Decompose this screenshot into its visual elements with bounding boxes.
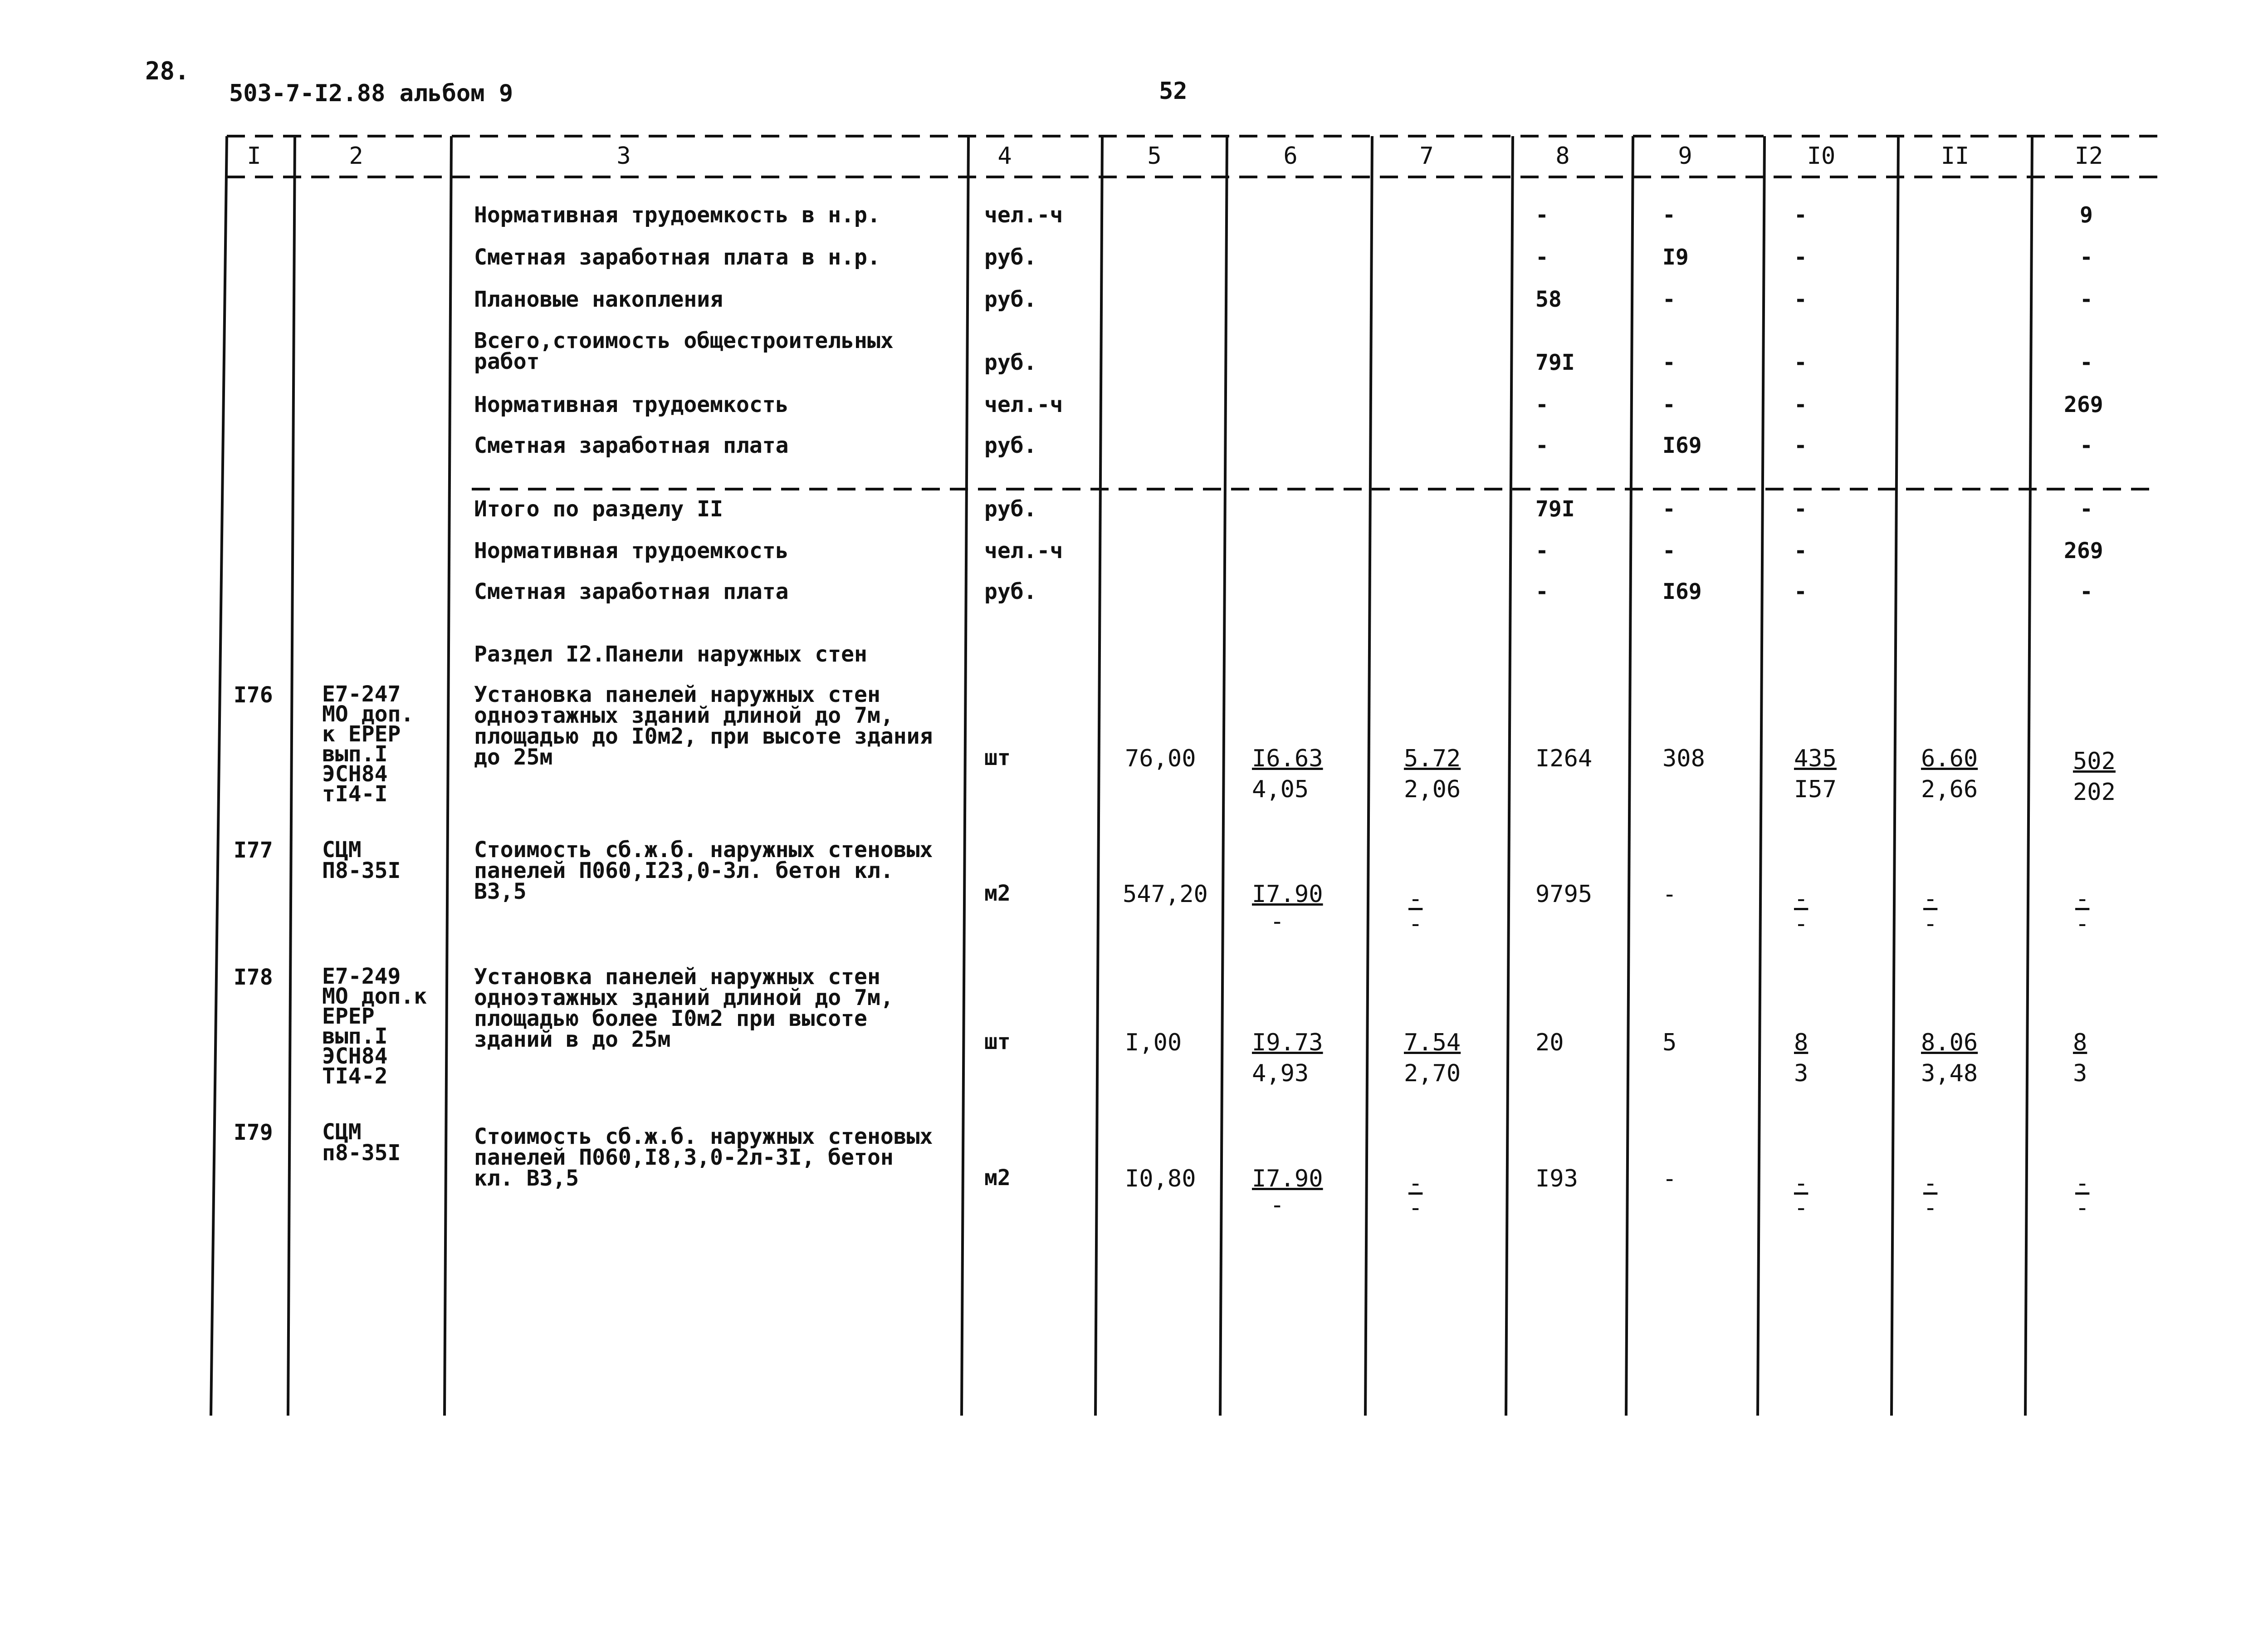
summary-row-c12: -: [2080, 287, 2093, 312]
col-line-7: [1506, 136, 1513, 1416]
item-unit: м2: [984, 1165, 1011, 1191]
summary-row-name: Нормативная трудоемкость: [474, 538, 789, 564]
item-c10-bottom: -: [1794, 910, 1809, 937]
summary-row-c8: -: [1535, 245, 1549, 270]
item-c7-top: 5.72: [1404, 745, 1461, 772]
summary-row-c9: I69: [1662, 579, 1702, 604]
summary-row-c8: -: [1535, 433, 1549, 458]
item-c6-bottom: 4,93: [1252, 1060, 1309, 1087]
item-unit: м2: [984, 881, 1011, 906]
item-c8: 20: [1535, 1029, 1564, 1056]
col-header-11: II: [1941, 142, 1970, 170]
summary-row-c8: 79I: [1535, 350, 1575, 375]
col-header-7: 7: [1419, 142, 1434, 170]
item-quantity: I0,80: [1125, 1165, 1196, 1192]
col-line-0: [211, 136, 227, 1416]
summary-row-name: Всего,стоимость общестроительных работ: [474, 328, 894, 374]
summary-row-c8: -: [1535, 538, 1549, 564]
item-c10-bottom: 3: [1794, 1060, 1809, 1087]
summary-row-c8: -: [1535, 392, 1549, 417]
item-c11-top: 8.06: [1921, 1029, 1978, 1056]
summary-row-c8: -: [1535, 202, 1549, 228]
item-c7-bottom: -: [1408, 910, 1423, 937]
item-c12-top: -: [2075, 1170, 2090, 1197]
summary-row-c12: 9: [2080, 202, 2093, 228]
item-unit: шт: [984, 1029, 1011, 1054]
col-header-4: 4: [997, 142, 1012, 170]
summary-row-c12: -: [2080, 245, 2093, 270]
item-c6-top: I7.90: [1252, 1165, 1323, 1192]
col-line-6: [1365, 136, 1372, 1416]
item-description: Стоимость сб.ж.б. наружных стеновых панелей П060,I23,0-3л. бетон кл. В3,5: [474, 837, 933, 904]
col-line-9: [1758, 136, 1765, 1416]
item-number: I79: [234, 1120, 273, 1145]
summary-row-unit: руб.: [984, 245, 1037, 270]
summary-row-c9: -: [1662, 538, 1676, 564]
summary-row-c10: -: [1794, 202, 1807, 228]
col-line-5: [1220, 136, 1227, 1416]
summary-row-name: Итого по разделу II: [474, 496, 723, 522]
summary-row-name: Нормативная трудоемкость: [474, 392, 789, 417]
item-c6-top: I7.90: [1252, 881, 1323, 908]
item-c8: 9795: [1535, 881, 1593, 908]
item-description: Установка панелей наружных стен одноэтажных зданий длиной до 7м, площадью более I0м2 при высоте зданий в до 25м: [474, 964, 894, 1052]
item-c8: I93: [1535, 1165, 1578, 1192]
item-c11-bottom: 3,48: [1921, 1060, 1978, 1087]
section-title: Раздел I2.Панели наружных стен: [474, 642, 867, 667]
item-c7-top: 7.54: [1404, 1029, 1461, 1056]
col-line-11: [2025, 136, 2032, 1416]
item-c7-top: -: [1408, 885, 1423, 912]
item-description: Стоимость сб.ж.б. наружных стеновых панелей П060,I8,3,0-2л-3I, бетон кл. В3,5: [474, 1124, 933, 1191]
summary-row-name: Сметная заработная плата в н.р.: [474, 245, 880, 270]
col-header-9: 9: [1678, 142, 1692, 170]
summary-row-c12: 269: [2064, 392, 2103, 417]
item-c10-top: 435: [1794, 745, 1837, 772]
item-c7-top: -: [1408, 1170, 1423, 1197]
summary-row-c8: 58: [1535, 287, 1562, 312]
item-c6-bottom: 4,05: [1252, 776, 1309, 803]
item-c7-bottom: 2,70: [1404, 1060, 1461, 1087]
summary-row-c10: -: [1794, 350, 1807, 375]
item-c9: -: [1662, 1165, 1677, 1192]
item-quantity: I,00: [1125, 1029, 1182, 1056]
item-c8: I264: [1535, 745, 1593, 772]
summary-row-c10: -: [1794, 287, 1807, 312]
summary-row-c12: -: [2080, 350, 2093, 375]
item-c10-top: -: [1794, 1170, 1809, 1197]
item-quantity: 76,00: [1125, 745, 1196, 772]
summary-row-unit: руб.: [984, 287, 1037, 312]
summary-row-unit: чел.-ч: [984, 392, 1063, 417]
col-header-8: 8: [1555, 142, 1570, 170]
summary-row-unit: руб.: [984, 433, 1037, 458]
summary-row-c10: -: [1794, 433, 1807, 458]
summary-row-unit: чел.-ч: [984, 202, 1063, 228]
item-unit: шт: [984, 745, 1011, 770]
item-c11-top: -: [1923, 885, 1938, 912]
item-c12-bottom: 202: [2073, 779, 2116, 806]
item-c6-bottom: -: [1270, 1191, 1285, 1219]
item-c9: -: [1662, 881, 1677, 908]
summary-row-c10: -: [1794, 245, 1807, 270]
item-code: СЦМ п8-35I: [322, 1119, 401, 1166]
summary-row-c10: -: [1794, 579, 1807, 604]
col-header-3: 3: [616, 142, 631, 170]
item-c12-bottom: 3: [2073, 1060, 2087, 1087]
summary-row-c10: -: [1794, 496, 1807, 522]
item-c10-bottom: -: [1794, 1194, 1809, 1221]
summary-row-c9: -: [1662, 392, 1676, 417]
item-c10-top: 8: [1794, 1029, 1809, 1056]
summary-row-c9: I69: [1662, 433, 1702, 458]
item-c12-top: -: [2075, 885, 2090, 912]
document-code: 503-7-I2.88 альбом 9: [229, 80, 513, 107]
item-number: I77: [234, 838, 273, 863]
col-header-2: 2: [349, 142, 363, 170]
col-line-4: [1095, 136, 1102, 1416]
item-c11-bottom: 2,66: [1921, 776, 1978, 803]
summary-row-c10: -: [1794, 538, 1807, 564]
summary-row-c12: -: [2080, 496, 2093, 522]
item-c6-top: I6.63: [1252, 745, 1323, 772]
col-header-10: I0: [1807, 142, 1836, 170]
summary-row-c9: I9: [1662, 245, 1689, 270]
summary-row-name: Нормативная трудоемкость в н.р.: [474, 202, 880, 228]
summary-row-unit: руб.: [984, 496, 1037, 522]
summary-row-c12: -: [2080, 579, 2093, 604]
summary-row-unit: руб.: [984, 579, 1037, 604]
col-line-8: [1626, 136, 1633, 1416]
col-line-3: [962, 136, 968, 1416]
item-c9: 5: [1662, 1029, 1677, 1056]
summary-row-c12: -: [2080, 433, 2093, 458]
summary-row-c10: -: [1794, 392, 1807, 417]
item-c11-top: -: [1923, 1170, 1938, 1197]
summary-row-c8: -: [1535, 579, 1549, 604]
col-line-1: [288, 136, 295, 1416]
item-c10-bottom: I57: [1794, 776, 1837, 803]
summary-row-c8: 79I: [1535, 496, 1575, 522]
summary-row-c9: -: [1662, 496, 1676, 522]
summary-row-c9: -: [1662, 287, 1676, 312]
item-c11-top: 6.60: [1921, 745, 1978, 772]
item-c7-bottom: -: [1408, 1194, 1423, 1221]
item-c6-bottom: -: [1270, 908, 1285, 935]
summary-row-unit: руб.: [984, 350, 1037, 375]
item-c9: 308: [1662, 745, 1705, 772]
item-quantity: 547,20: [1123, 881, 1208, 908]
summary-row-name: Плановые накопления: [474, 287, 723, 312]
item-description: Установка панелей наружных стен одноэтажных зданий длиной до 7м, площадью до I0м2, при высоте здания до 25м: [474, 682, 933, 770]
summary-row-unit: чел.-ч: [984, 538, 1063, 564]
item-c12-bottom: -: [2075, 1194, 2090, 1221]
item-number: I78: [234, 965, 273, 990]
col-header-1: I: [247, 142, 261, 170]
summary-row-name: Сметная заработная плата: [474, 433, 789, 458]
col-header-6: 6: [1283, 142, 1298, 170]
item-number: I76: [234, 682, 273, 708]
summary-row-name: Сметная заработная плата: [474, 579, 789, 604]
item-c7-bottom: 2,06: [1404, 776, 1461, 803]
item-code: СЦМ П8-35I: [322, 837, 401, 883]
item-c11-bottom: -: [1923, 1194, 1938, 1221]
item-c12-top: 502: [2073, 748, 2116, 775]
corner-number: 28.: [145, 57, 190, 85]
item-c6-top: I9.73: [1252, 1029, 1323, 1056]
summary-row-c9: -: [1662, 202, 1676, 228]
col-line-10: [1892, 136, 1898, 1416]
col-header-12: I2: [2074, 142, 2103, 170]
summary-row-c12: 269: [2064, 538, 2103, 564]
col-header-5: 5: [1147, 142, 1162, 170]
summary-row-c9: -: [1662, 350, 1676, 375]
page-number: 52: [1159, 78, 1188, 105]
item-c10-top: -: [1794, 885, 1809, 912]
item-code: Е7-247 МО доп. к ЕРЕР вып.I ЭСН84 тI4-I: [322, 681, 414, 807]
col-line-2: [445, 136, 451, 1416]
item-code: Е7-249 МО доп.к ЕРЕР вып.I ЭСН84 ТI4-2: [322, 964, 427, 1089]
item-c12-top: 8: [2073, 1029, 2087, 1056]
item-c12-bottom: -: [2075, 910, 2090, 937]
item-c11-bottom: -: [1923, 910, 1938, 937]
